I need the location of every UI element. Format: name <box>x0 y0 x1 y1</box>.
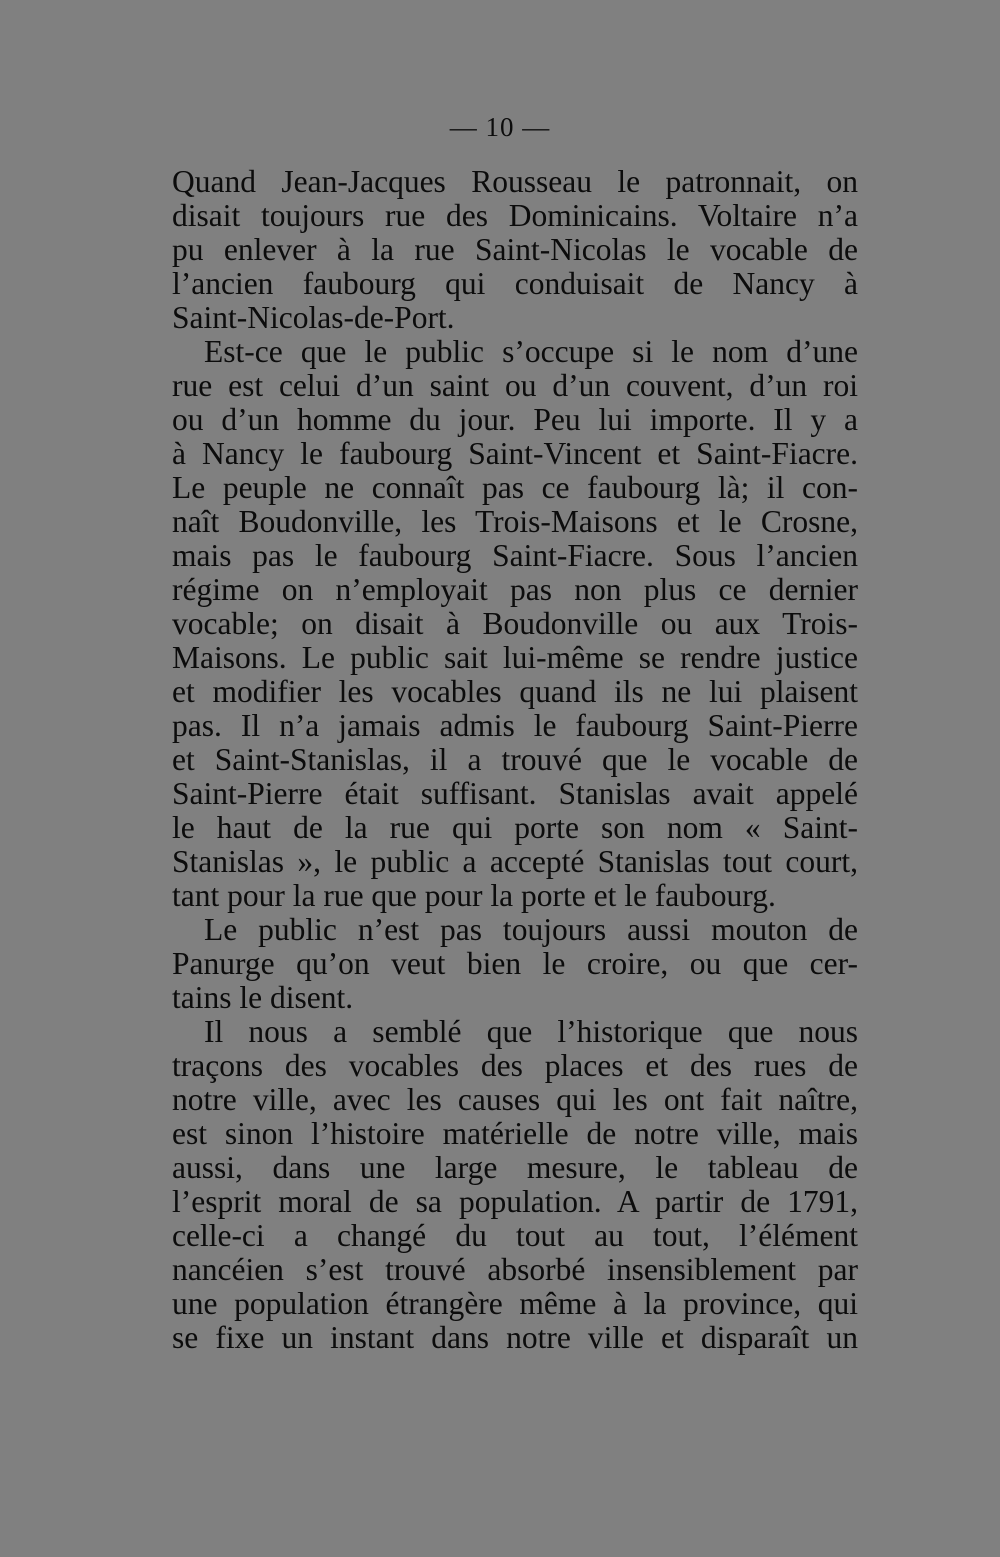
text-line: Est-ce que le public s’occupe si le nom d’une <box>204 334 858 369</box>
text-line: Saint-Pierre était suffisant. Stanislas avait appelé <box>172 776 858 811</box>
text-line: tains le disent. <box>172 980 354 1015</box>
text-line: vocable; on disait à Boudonville ou aux Trois- <box>172 606 858 641</box>
text-line: à Nancy le faubourg Saint-Vincent et Saint-Fiacre. <box>172 436 858 471</box>
text-line: et modifier les vocables quand ils ne lui plaisent <box>172 674 858 709</box>
text-line: pu enlever à la rue Saint-Nicolas le vocable de <box>172 232 858 267</box>
text-line: celle-ci a changé du tout au tout, l’élément <box>172 1218 858 1253</box>
text-line: Quand Jean-Jacques Rousseau le patronnait, on <box>172 164 858 199</box>
text-line: Le public n’est pas toujours aussi mouton de <box>204 912 858 947</box>
text-line: traçons des vocables des places et des rues de <box>172 1048 858 1083</box>
text-line: Le peuple ne connaît pas ce faubourg là; il con- <box>172 470 858 505</box>
text-line: ou d’un homme du jour. Peu lui importe. Il y a <box>172 402 858 437</box>
text-line: pas. Il n’a jamais admis le faubourg Saint-Pierre <box>172 708 858 743</box>
text-line: nancéien s’est trouvé absorbé insensiblement par <box>172 1252 858 1287</box>
text-line: aussi, dans une large mesure, le tableau de <box>172 1150 858 1185</box>
text-line: régime on n’employait pas non plus ce dernier <box>172 572 858 607</box>
text-line: l’ancien faubourg qui conduisait de Nancy à <box>172 266 858 301</box>
text-line: rue est celui d’un saint ou d’un couvent, d’un roi <box>172 368 858 403</box>
text-line: Panurge qu’on veut bien le croire, ou que cer- <box>172 946 858 981</box>
text-line: mais pas le faubourg Saint-Fiacre. Sous l’ancien <box>172 538 858 573</box>
text-line: notre ville, avec les causes qui les ont fait naître, <box>172 1082 858 1117</box>
text-line: disait toujours rue des Dominicains. Voltaire n’a <box>172 198 858 233</box>
text-line: le haut de la rue qui porte son nom « Saint- <box>172 810 858 845</box>
text-line: est sinon l’histoire matérielle de notre ville, mais <box>172 1116 858 1151</box>
text-line: naît Boudonville, les Trois-Maisons et le Crosne, <box>172 504 858 539</box>
text-line: l’esprit moral de sa population. A partir de 1791, <box>172 1184 858 1219</box>
text-line: tant pour la rue que pour la porte et le faubourg. <box>172 878 776 913</box>
text-line: Il nous a semblé que l’historique que nous <box>204 1014 858 1049</box>
page-number: — 10 — <box>449 112 551 142</box>
text-line: Maisons. Le public sait lui-même se rendre justice <box>172 640 858 675</box>
text-line: une population étrangère même à la province, qui <box>172 1286 858 1321</box>
text-line: Saint-Nicolas-de-Port. <box>172 300 455 335</box>
text-line: Stanislas », le public a accepté Stanislas tout court, <box>172 844 858 879</box>
text-line: et Saint-Stanislas, il a trouvé que le vocable de <box>172 742 858 777</box>
text-line: se fixe un instant dans notre ville et disparaît un <box>172 1320 858 1355</box>
